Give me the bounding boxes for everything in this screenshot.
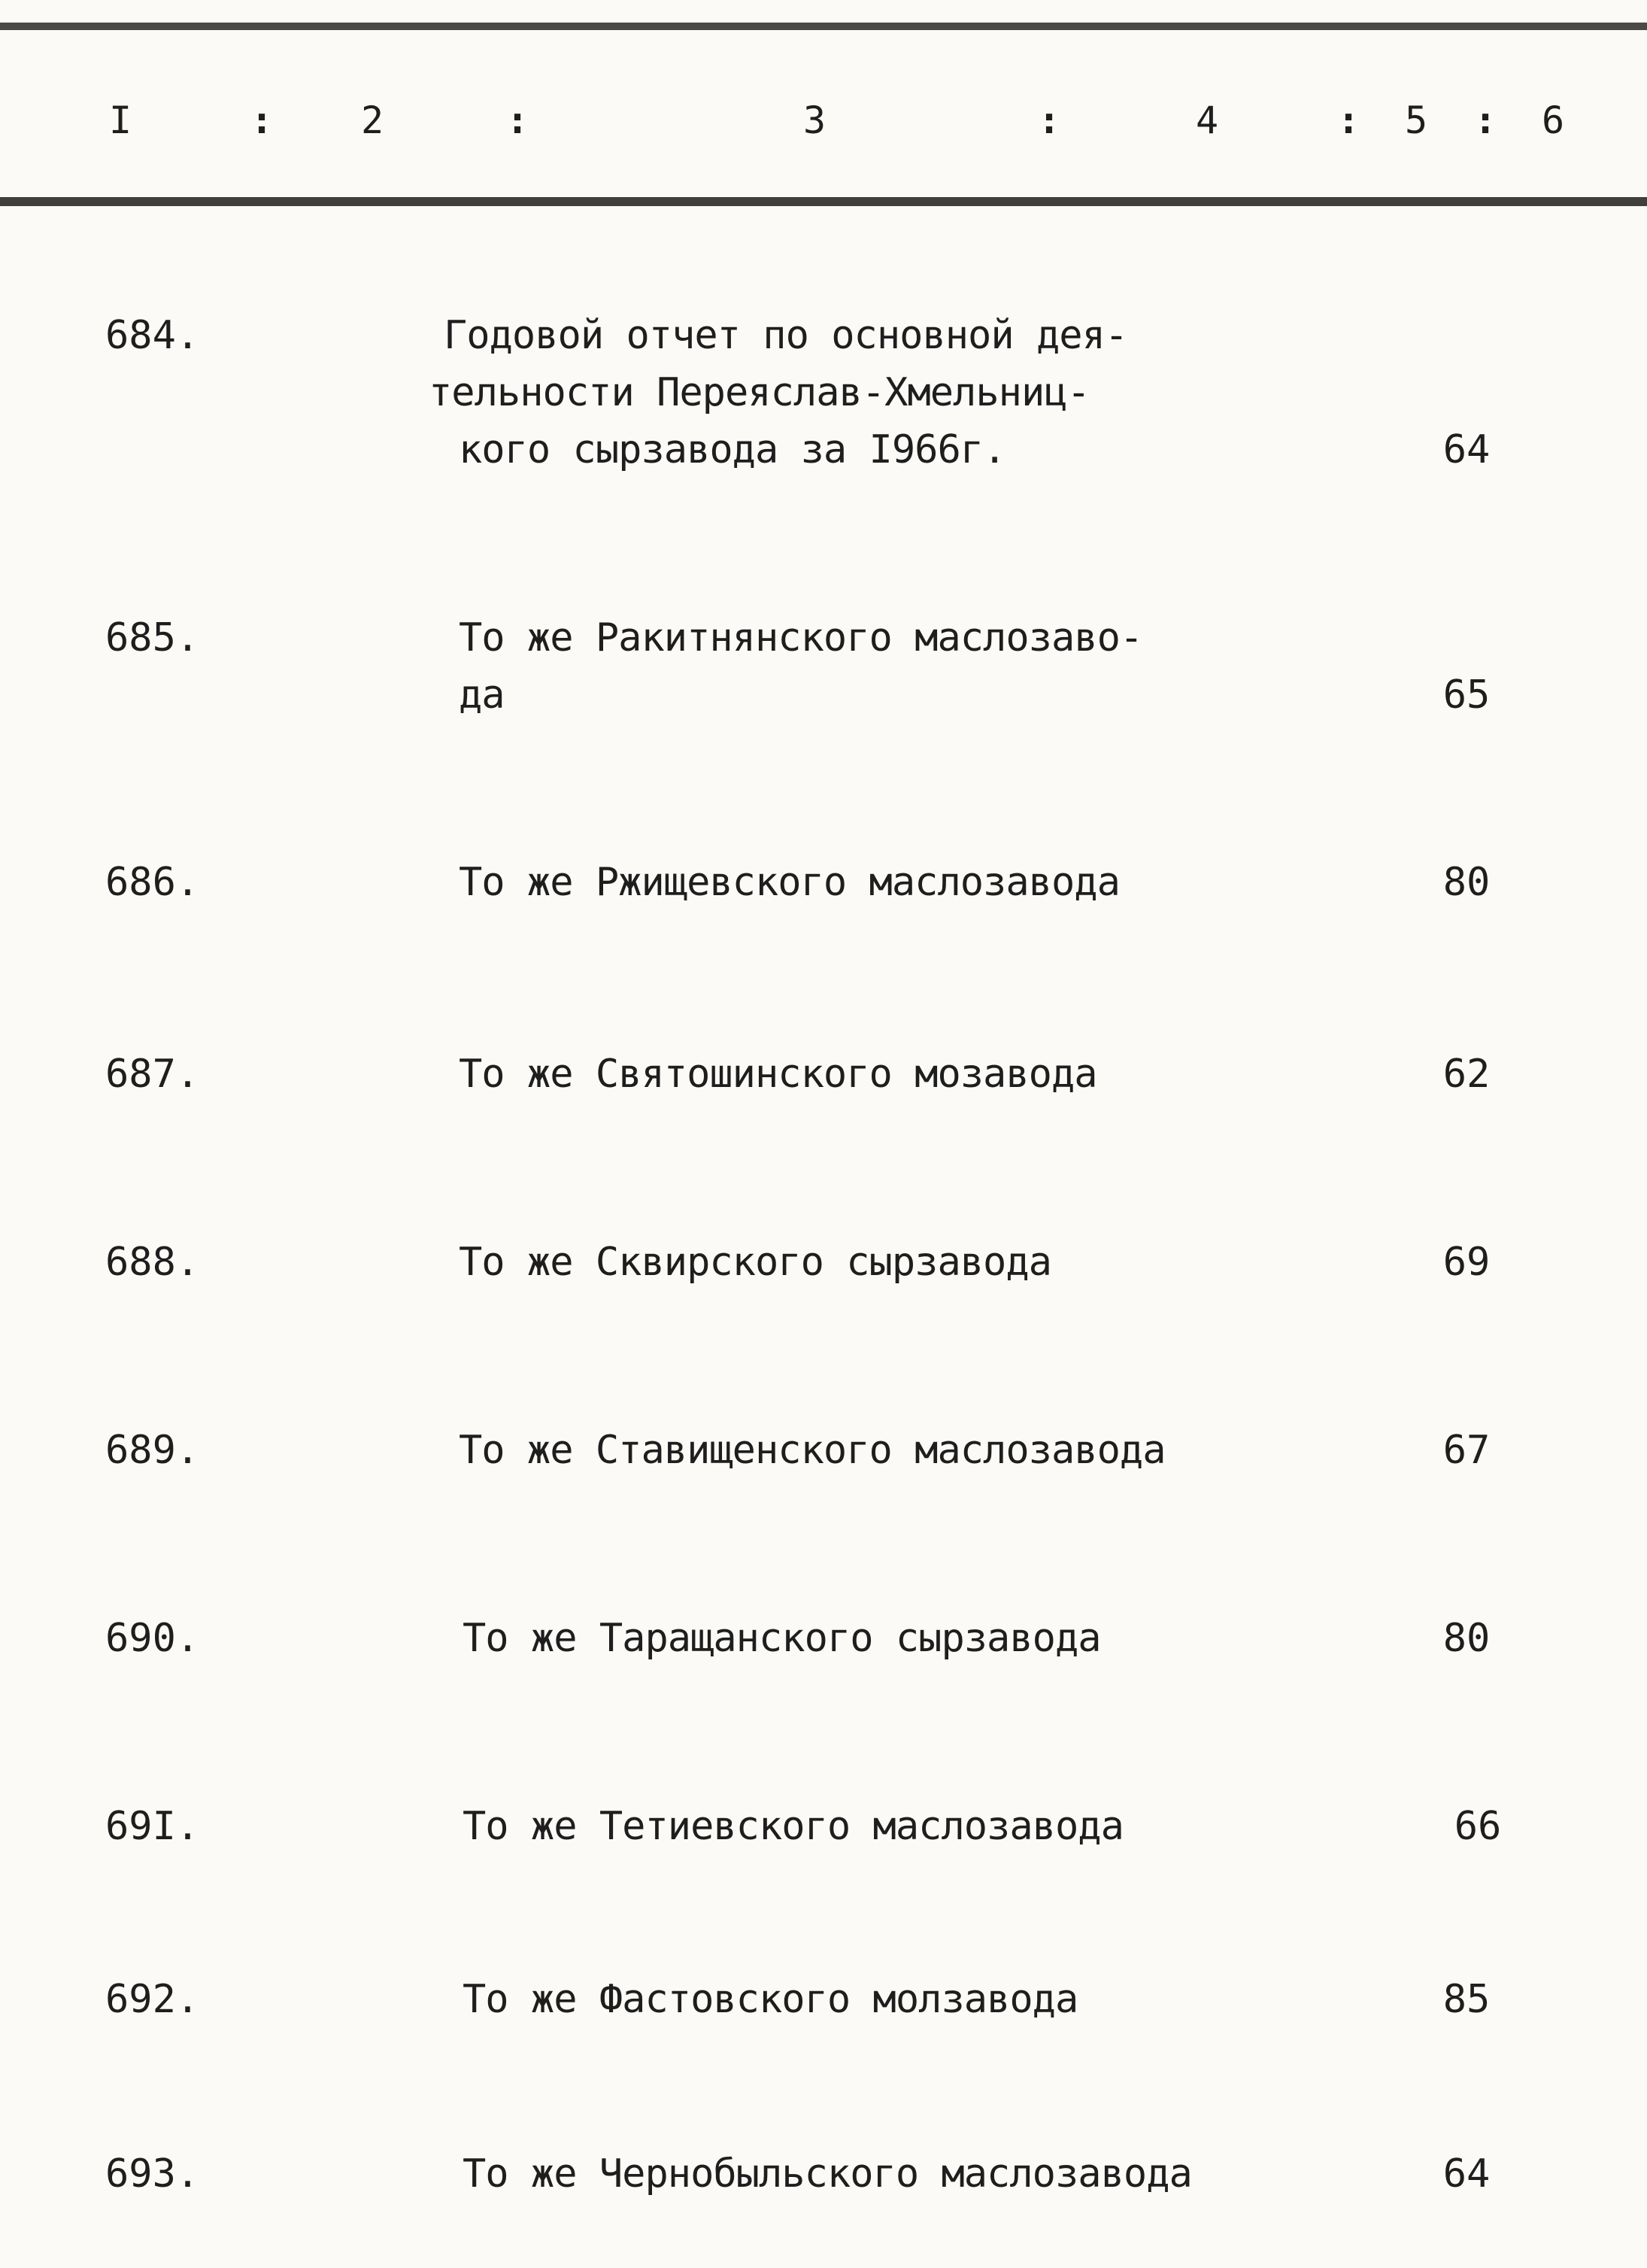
column-separator: : — [506, 99, 529, 142]
item-description: То же Чернобыльского маслозавода — [463, 2151, 1192, 2197]
column-separator: : — [1474, 99, 1497, 142]
column-header-1: I — [109, 99, 132, 142]
column-separator: : — [250, 99, 274, 142]
item-number: 692. — [105, 1977, 200, 2022]
column-header-3: 3 — [803, 99, 827, 142]
item-description: То же Ставищенского маслозавода — [459, 1428, 1166, 1473]
item-description: То же Таращанского сырзавода — [463, 1616, 1101, 1661]
sheet-count: 62 — [1442, 1052, 1491, 1097]
header-rule — [0, 197, 1647, 206]
item-description: То же Ржищевского маслозавода — [459, 860, 1120, 905]
item-description: Годовой отчет по основной дея- тельности Переяслав-Хмельниц- кого сырзавода за I966г. — [429, 313, 1128, 472]
column-header-4: 4 — [1196, 99, 1219, 142]
sheet-count: 66 — [1454, 1804, 1502, 1849]
item-number: 689. — [105, 1428, 200, 1473]
column-header-2: 2 — [361, 99, 384, 142]
sheet-count: 80 — [1442, 1616, 1491, 1661]
item-number: 685. — [105, 615, 200, 660]
sheet-count: 67 — [1442, 1428, 1491, 1473]
item-number: 69I. — [105, 1804, 200, 1849]
top-rule — [0, 23, 1647, 30]
column-separator: : — [1038, 99, 1061, 142]
item-number: 688. — [105, 1240, 200, 1285]
item-description: То же Фастовского молзавода — [463, 1977, 1078, 2022]
sheet-count: 80 — [1442, 860, 1491, 905]
sheet-count: 64 — [1442, 2151, 1491, 2197]
sheet-count: 64 — [1442, 427, 1491, 472]
item-description: То же Тетиевского маслозавода — [463, 1804, 1124, 1849]
column-header-5: 5 — [1405, 99, 1428, 142]
sheet-count: 69 — [1442, 1240, 1491, 1285]
sheet-count: 85 — [1442, 1977, 1491, 2022]
item-number: 686. — [105, 860, 200, 905]
sheet-count: 65 — [1442, 673, 1491, 718]
item-number: 684. — [105, 313, 200, 358]
column-separator: : — [1337, 99, 1360, 142]
item-description: То же Ракитнянского маслозаво- да — [459, 615, 1143, 718]
item-description: То же Святошинского мозавода — [459, 1052, 1097, 1097]
item-number: 693. — [105, 2151, 200, 2197]
item-number: 690. — [105, 1616, 200, 1661]
item-number: 687. — [105, 1052, 200, 1097]
column-header-6: 6 — [1542, 99, 1565, 142]
item-description: То же Сквирского сырзавода — [459, 1240, 1051, 1285]
